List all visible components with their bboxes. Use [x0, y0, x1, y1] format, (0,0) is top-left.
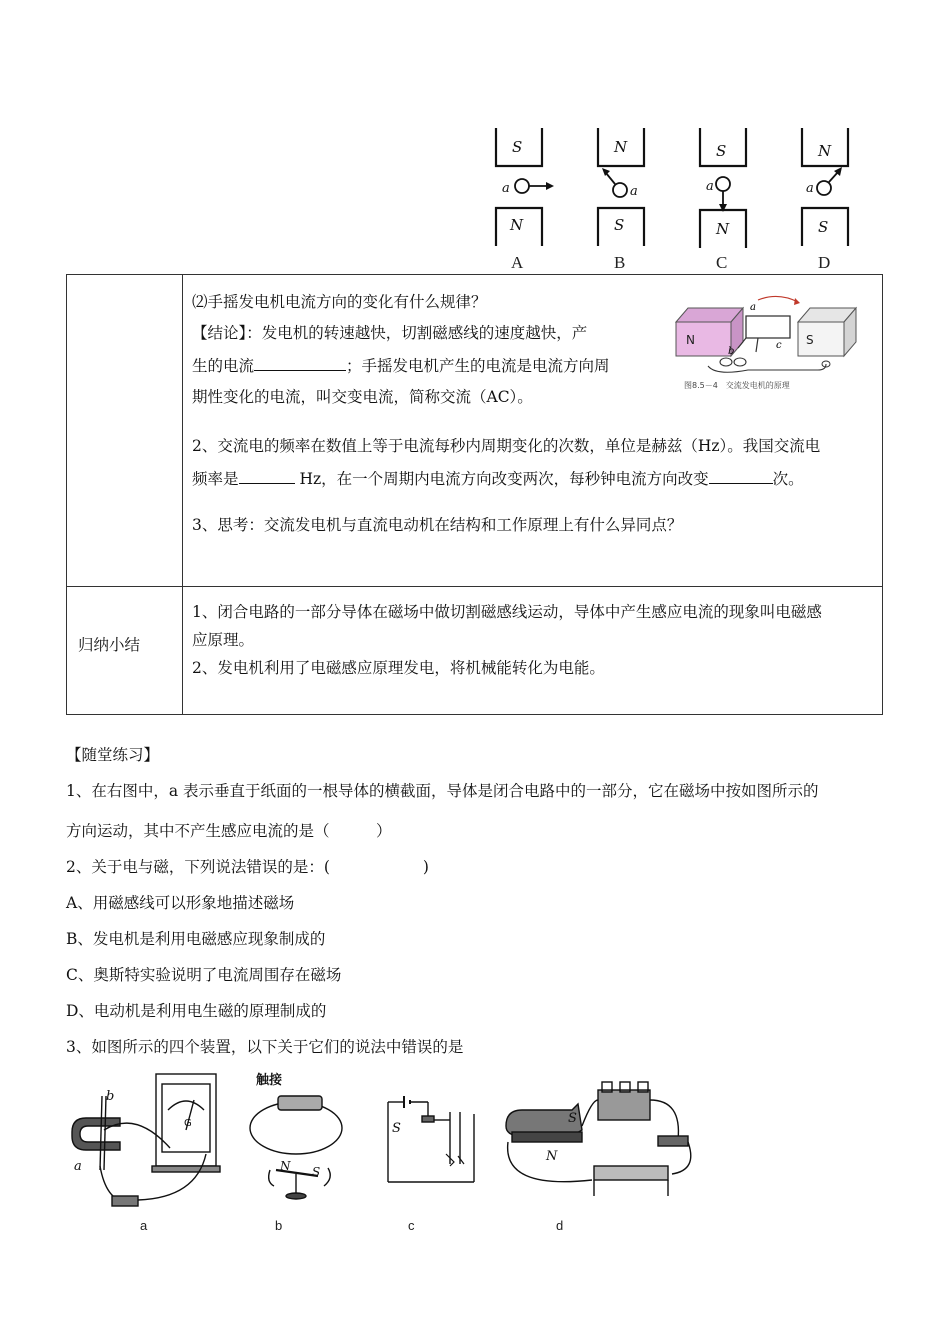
q2-current-direction: ⑵手摇发电机电流方向的变化有什么规律？ [192, 293, 487, 311]
device-a-wire-a: a [74, 1159, 82, 1174]
option-c-label: C [716, 253, 728, 272]
option-d-label: D [818, 253, 831, 272]
answer-blank-current[interactable] [254, 352, 346, 371]
option-d-conductor-label: a [806, 181, 814, 196]
device-d-n: N [546, 1149, 558, 1164]
option-a-label: A [511, 253, 524, 272]
generator-label-b: b [728, 346, 735, 357]
device-c-switch-s: S [392, 1121, 401, 1136]
option-b-conductor-label: a [630, 184, 638, 199]
practice-q2: 2、关于电与磁，下列说法错误的是：( ) [66, 858, 429, 876]
conclusion-line-2-post: ；手摇发电机产生的电流是电流方向周 [346, 357, 610, 375]
option-a-top-pole: S [512, 138, 523, 156]
option-c-diagram [700, 128, 746, 248]
conclusion-line-2 [192, 352, 610, 379]
device-b-oersted [250, 1072, 342, 1199]
summary-line-1: 1、闭合电路的一部分导体在磁场中做切割磁感线运动，导体中产生感应电流的现象叫电磁感 [192, 603, 822, 621]
practice-q2-option-d: D、电动机是利用电生磁的原理制成的 [66, 1002, 327, 1020]
device-c-label: c [408, 1218, 415, 1233]
device-b-s: S [312, 1165, 321, 1179]
summary-line-2: 应原理。 [192, 631, 255, 649]
practice-q2-option-a: A、用磁感线可以形象地描述磁场 [66, 894, 295, 912]
four-devices-figure [66, 1070, 696, 1240]
item2-line-1: 2、交流电的频率在数值上等于电流每秒内周期变化的次数，单位是赫兹（Hz）。我国交流电 [192, 437, 821, 455]
generator-label-a: a [750, 302, 756, 313]
item2-line-2-mid: Hz，在一个周期内电流方向改变两次，每秒钟电流方向改变 [294, 470, 709, 488]
option-c-conductor-label: a [706, 179, 714, 194]
magnet-options-figure [480, 118, 880, 280]
item3-think: 3、思考：交流发电机与直流电动机在结构和工作原理上有什么异同点？ [192, 516, 683, 534]
device-a-induction [72, 1074, 220, 1206]
practice-q2-option-b: B、发电机是利用电磁感应现象制成的 [66, 930, 326, 948]
device-b-n: N [280, 1159, 291, 1173]
generator-pole-n: N [686, 333, 695, 347]
option-a-conductor-label: a [502, 181, 510, 196]
summary-line-3: 2、发电机利用了电磁感应原理发电，将机械能转化为电能。 [192, 659, 605, 677]
option-c-top-pole: S [716, 142, 727, 160]
table-column-divider [182, 275, 183, 714]
option-a-bottom-pole: N [510, 216, 524, 234]
device-a-label: a [140, 1218, 148, 1233]
generator-pole-s: S [806, 333, 814, 347]
device-d-label: d [556, 1218, 564, 1233]
option-b-label: B [614, 253, 626, 272]
conclusion-line-3: 期性变化的电流，叫交变电流，简称交流（AC）。 [192, 388, 533, 406]
device-b-label: b [275, 1218, 283, 1233]
item2-line-2-post: 次。 [772, 470, 804, 488]
option-a-diagram [496, 128, 554, 246]
practice-title: 【随堂练习】 [66, 746, 160, 764]
option-c-bottom-pole: N [716, 220, 730, 238]
generator-caption: 图8.5－4 交流发电机的原理 [684, 381, 790, 390]
device-a-wire-b: b [106, 1089, 115, 1104]
option-d-bottom-pole: S [818, 218, 829, 236]
practice-q2-option-c: C、奥斯特实验说明了电流周围存在磁场 [66, 966, 342, 984]
item2-line-2-pre: 频率是 [192, 470, 239, 488]
device-a-meter-g: G [184, 1118, 192, 1129]
answer-blank-changes[interactable] [709, 465, 773, 484]
generator-label-c: c [776, 340, 782, 351]
ac-generator-figure [668, 286, 880, 394]
option-b-top-pole: N [614, 138, 628, 156]
device-c-electromagnet [388, 1096, 474, 1182]
option-d-top-pole: N [818, 142, 832, 160]
option-b-diagram [598, 128, 644, 246]
conclusion-line-2-pre: 生的电流 [192, 357, 255, 375]
item2-line-2 [192, 465, 804, 492]
option-d-diagram [802, 128, 848, 246]
practice-q3: 3、如图所示的四个装置，以下关于它们的说法中错误的是 [66, 1038, 464, 1056]
practice-q1-line-2: 方向运动，其中不产生感应电流的是（ ） [66, 822, 392, 840]
device-d-s: S [568, 1111, 577, 1126]
conclusion-line-1: 【结论】：发电机的转速越快，切割磁感线的速度越快，产 [192, 324, 588, 342]
table-row-divider [67, 586, 882, 587]
option-b-bottom-pole: S [614, 216, 625, 234]
device-d-motor [506, 1082, 691, 1196]
device-b-title: 触接 [256, 1073, 283, 1088]
practice-q1-line-1: 1、在右图中，a 表示垂直于纸面的一根导体的横截面，导体是闭合电路中的一部分，它在磁场中按如图所示的 [66, 782, 819, 800]
answer-blank-frequency[interactable] [239, 465, 295, 484]
summary-header: 归纳小结 [78, 636, 141, 654]
